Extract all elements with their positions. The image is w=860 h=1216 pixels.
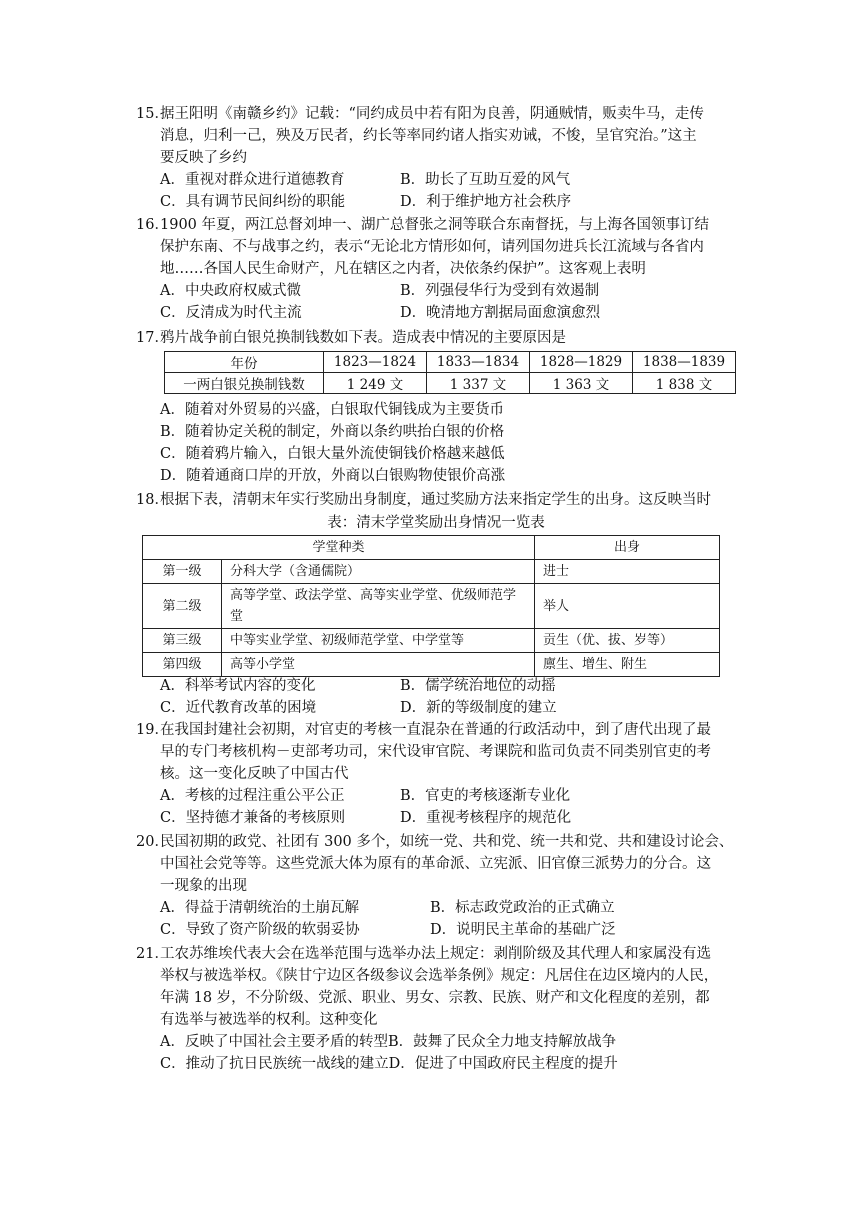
stem-line: 在我国封建社会初期，对官吏的考核一直混杂在普通的行政活动中，到了唐代出现了最 [160, 722, 711, 738]
silver-exchange-table [164, 351, 736, 394]
table-cell: 1833—1834 [427, 352, 530, 373]
question-21-stem [136, 943, 736, 1031]
stem-line: 工农苏维埃代表大会在选举范围与选举办法上规定：剥削阶级及其代理人和家属没有选 [160, 946, 711, 962]
stem-line: 据王阳明《南赣乡约》记载：“同约成员中若有阳为良善，阴通贼情，贩卖牛马，走传 [160, 106, 704, 122]
stem-line: 要反映了乡约 [160, 150, 247, 166]
question-21 [136, 943, 736, 1075]
question-17-options [136, 399, 736, 487]
question-number: 20． [136, 834, 169, 850]
question-16-stem [136, 214, 736, 280]
question-18-options-block [136, 675, 736, 719]
option-c[interactable]: C．近代教育改革的困境 [160, 700, 317, 716]
option-c[interactable]: C．随着鸦片输入，白银大量外流使铜钱价格越来越低 [160, 446, 505, 462]
question-19-stem [136, 719, 736, 785]
stem-line: 年满 18 岁，不分阶级、党派、职业、男女、宗教、民族、财产和文化程度的差别，都 [160, 990, 710, 1006]
table-row [165, 373, 736, 394]
stem-line: 中国社会党等等。这些党派大体为原有的革命派、立宪派、旧官僚三派势力的分合。这 [160, 856, 711, 872]
outcome-cell: 贡生（优、拔、岁等） [535, 629, 720, 653]
option-b[interactable]: B．助长了互助互爱的风气 [400, 172, 571, 188]
question-number: 17． [136, 330, 169, 346]
question-16 [136, 214, 736, 324]
school-cell: 高等小学堂 [222, 653, 535, 677]
question-18-stem [136, 489, 736, 511]
option-d[interactable]: D．新的等级制度的建立 [400, 700, 557, 716]
stem-line: 核。这一变化反映了中国古代 [160, 766, 349, 782]
stem-line: 早的专门考核机构－吏部考功司，宋代设审官院、考课院和监司负责不同类别官吏的考 [160, 744, 711, 760]
question-20-options [136, 897, 736, 941]
school-reward-table [142, 535, 720, 677]
table-cell: 1 838 文 [633, 373, 736, 394]
stem-line: 民国初期的政党、社团有 300 多个，如统一党、共和党、统一共和党、共和建设讨论会、 [160, 834, 734, 850]
table-row [143, 584, 720, 629]
school-cell: 中等实业学堂、初级师范学堂、中学堂等 [222, 629, 535, 653]
stem-line: 1900 年夏，两江总督刘坤一、湖广总督张之洞等联合东南督抚，与上海各国领事订结 [160, 217, 710, 233]
level-cell: 第三级 [143, 629, 222, 653]
question-15-options [136, 169, 736, 213]
table-cell: 1 249 文 [324, 373, 427, 394]
table-cell: 1823—1824 [324, 352, 427, 373]
table-header-row [143, 536, 720, 560]
stem-line: 鸦片战争前白银兑换制钱数如下表。造成表中情况的主要原因是 [160, 330, 566, 346]
question-17-stem [136, 327, 736, 349]
question-16-options [136, 280, 736, 324]
option-a[interactable]: A．中央政府权威式微 [160, 283, 301, 299]
table-header-row [165, 352, 736, 373]
option-d[interactable]: D．利于维护地方社会秩序 [400, 194, 572, 210]
option-c[interactable]: C．推动了抗日民族统一战线的建立 [160, 1056, 389, 1072]
stem-line: 有选举与被选举的权利。这种变化 [160, 1012, 378, 1028]
option-d[interactable]: D．说明民主革命的基础广泛 [430, 922, 616, 938]
level-cell: 第四级 [143, 653, 222, 677]
option-a[interactable]: A．科举考试内容的变化 [160, 678, 316, 694]
table-header-cell: 学堂种类 [143, 536, 535, 560]
option-c[interactable]: C．坚持德才兼备的考核原则 [160, 810, 346, 826]
option-c[interactable]: C．导致了资产阶级的软弱妥协 [160, 922, 360, 938]
option-d[interactable]: D．晚清地方割据局面愈演愈烈 [400, 305, 601, 321]
question-20 [136, 831, 736, 941]
option-a[interactable]: A．反映了中国社会主要矛盾的转型 [160, 1034, 388, 1050]
table-header-cell: 出身 [535, 536, 720, 560]
question-19-options [136, 785, 736, 829]
option-d[interactable]: D．促进了中国政府民主程度的提升 [388, 1056, 618, 1072]
table-row [143, 560, 720, 584]
level-cell: 第一级 [143, 560, 222, 584]
stem-line: 地……各国人民生命财产，凡在辖区之内者，决依条约保护”。这客观上表明 [160, 261, 646, 277]
question-17 [136, 327, 736, 349]
stem-line: 消息，归利一己，殃及万民者，约长等率同约诸人指实劝诫，不悛，呈官究治。”这主 [160, 128, 697, 144]
school-cell: 高等学堂、政法学堂、高等实业学堂、优级师范学堂 [222, 584, 535, 629]
table-row [143, 653, 720, 677]
question-18 [136, 489, 736, 511]
question-15 [136, 103, 736, 213]
option-a[interactable]: A．考核的过程注重公平公正 [160, 788, 345, 804]
outcome-cell: 举人 [535, 584, 720, 629]
table-caption: 表：清末学堂奖励出身情况一览表 [327, 515, 545, 531]
option-b[interactable]: B．鼓舞了民众全力地支持解放战争 [387, 1034, 617, 1050]
option-c[interactable]: C．具有调节民间纠纷的职能 [160, 194, 346, 210]
table-cell: 1828—1829 [530, 352, 633, 373]
table-cell: 年份 [165, 352, 324, 373]
question-number: 16． [136, 217, 169, 233]
option-b[interactable]: B．儒学统治地位的动摇 [400, 678, 556, 694]
question-number: 15． [136, 106, 169, 122]
stem-line: 举权与被选举权。《陕甘宁边区各级参议会选举条例》规定：凡居住在边区境内的人民， [160, 968, 719, 984]
option-a[interactable]: A．得益于清朝统治的土崩瓦解 [160, 900, 359, 916]
option-d[interactable]: D．重视考核程序的规范化 [400, 810, 572, 826]
option-b[interactable]: B．列强侵华行为受到有效遏制 [400, 283, 600, 299]
option-a[interactable]: A．随着对外贸易的兴盛，白银取代铜钱成为主要货币 [160, 402, 504, 418]
question-15-stem [136, 103, 736, 169]
question-18-options [136, 675, 736, 719]
question-20-stem [136, 831, 736, 897]
question-number: 18． [136, 492, 169, 508]
stem-line: 一现象的出现 [160, 878, 247, 894]
table-cell: 一两白银兑换制钱数 [165, 373, 324, 394]
table-row [143, 629, 720, 653]
outcome-cell: 廪生、增生、附生 [535, 653, 720, 677]
option-b[interactable]: B．官吏的考核逐渐专业化 [400, 788, 571, 804]
question-number: 19． [136, 722, 169, 738]
table-cell: 1838—1839 [633, 352, 736, 373]
table-cell: 1 363 文 [530, 373, 633, 394]
question-21-options [136, 1031, 736, 1075]
school-cell: 分科大学（含通儒院） [222, 560, 535, 584]
stem-line: 保护东南、不与战事之约，表示“无论北方情形如何，请列国勿进兵长江流域与各省内 [160, 239, 704, 255]
question-number: 21． [136, 946, 169, 962]
table-cell: 1 337 文 [427, 373, 530, 394]
outcome-cell: 进士 [535, 560, 720, 584]
option-b[interactable]: B．标志政党政治的正式确立 [430, 900, 615, 916]
level-cell: 第二级 [143, 584, 222, 629]
question-19 [136, 719, 736, 829]
option-a[interactable]: A．重视对群众进行道德教育 [160, 172, 345, 188]
stem-line: 根据下表，清朝末年实行奖励出身制度，通过奖励方法来指定学生的出身。这反映当时 [160, 492, 711, 508]
question-17-options-block [136, 399, 736, 487]
option-b[interactable]: B．随着协定关税的制定，外商以条约哄抬白银的价格 [160, 424, 505, 440]
option-d[interactable]: D．随着通商口岸的开放，外商以白银购物使银价高涨 [160, 468, 506, 484]
option-c[interactable]: C．反清成为时代主流 [160, 305, 302, 321]
